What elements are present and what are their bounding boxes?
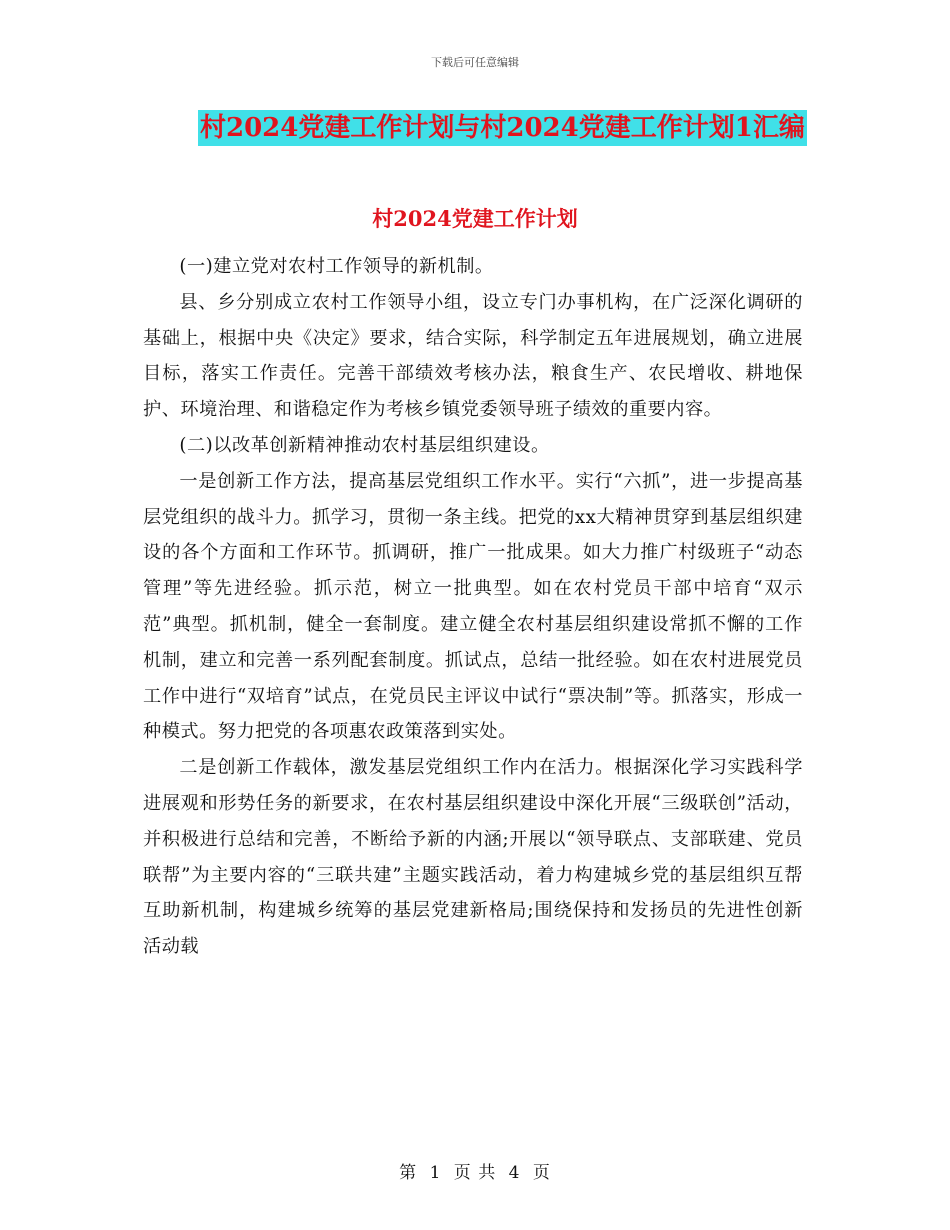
paragraph: (一)建立党对农村工作领导的新机制。 xyxy=(179,256,494,277)
current-page-number: 1 xyxy=(429,1163,442,1183)
section-title: 村2024党建工作计划 xyxy=(372,206,578,231)
document-body xyxy=(143,249,803,965)
footer-suffix: 页 xyxy=(532,1163,551,1183)
footer-middle: 页 共 xyxy=(453,1163,497,1183)
paragraph: 县、乡分别成立农村工作领导小组，设立专门办事机构，在广泛深化调研的基础上，根据中央《决定》要求，结合实际，科学制定五年进展规划，确立进展目标，落实工作责任。完善干部绩效考核办法，粮食生产、农民增收、耕地保护、环境治理、和谐稳定作为考核乡镇党委领导班子绩效的重要内容。 xyxy=(143,291,803,421)
paragraph: (二)以改革创新精神推动农村基层组织建设。 xyxy=(179,434,550,456)
footer-prefix: 第 xyxy=(399,1163,418,1183)
paragraph: 二是创新工作载体，激发基层党组织工作内在活力。根据深化学习实践科学进展观和形势任务的新要求，在农村基层组织建设中深化开展“三级联创”活动，并积极进行总结和完善，不断给予新的内涵;开展以“领导联点、支部联建、党员联帮”为主要内容的“三联共建”主题实践活动，着力构建城乡党的基层组织互帮互助新机制，构建城乡统筹的基层党建新格局;围绕保持和发扬员的先进性创新活动载 xyxy=(143,757,803,958)
paragraph: 一是创新工作方法，提高基层党组织工作水平。实行“六抓”，进一步提高基层党组织的战斗力。抓学习，贯彻一条主线。把党的xx大精神贯穿到基层组织建设的各个方面和工作环节。抓调研，推广一批成果。如大力推广村级班子“动态管理”等先进经验。抓示范，树立一批典型。如在农村党员干部中培育“双示范”典型。抓机制，健全一套制度。建立健全农村基层组织建设常抓不懈的工作机制，建立和完善一系列配套制度。抓试点，总结一批经验。如在农村进展党员工作中进行“双培育”试点，在党员民主评议中试行“票决制”等。抓落实，形成一种模式。努力把党的各项惠农政策落到实处。 xyxy=(143,470,803,743)
total-page-count: 4 xyxy=(508,1163,521,1183)
main-title: 村2024党建工作计划与村2024党建工作计划1汇编 xyxy=(198,110,807,146)
header-note: 下载后可任意编辑 xyxy=(431,56,519,69)
page-footer xyxy=(0,1158,950,1183)
main-title-container xyxy=(198,110,805,146)
